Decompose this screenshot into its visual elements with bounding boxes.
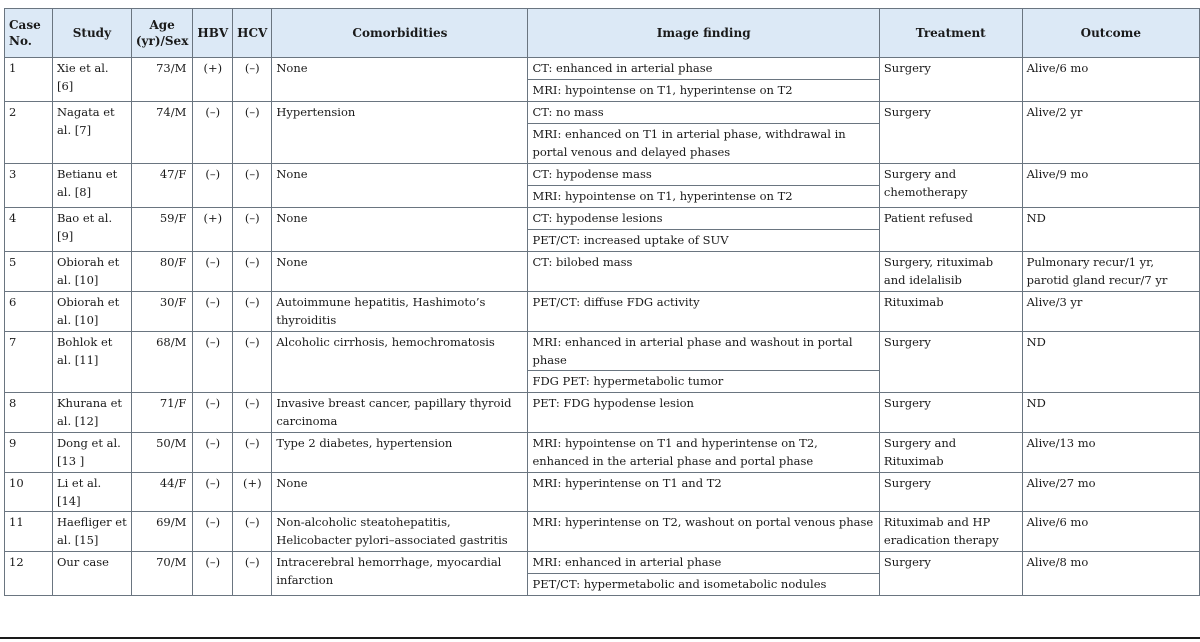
image-finding-cell: MRI: hypointense on T1, hyperintense on T2 [528, 80, 879, 102]
image-finding-cell: CT: no mass [528, 102, 879, 124]
table-row [5, 58, 1200, 80]
hcv-cell: (–) [233, 58, 272, 102]
treatment-cell: Surgery [879, 552, 1022, 596]
age-sex-cell: 80/F [131, 252, 193, 292]
age-sex-cell: 59/F [131, 208, 193, 252]
comorbidities-cell: Invasive breast cancer, papillary thyroid carcinoma [272, 393, 528, 433]
image-finding-cell: CT: hypodense lesions [528, 208, 879, 230]
image-finding-cell: MRI: hyperintense on T1 and T2 [528, 473, 879, 512]
case-number-cell: 5 [5, 252, 53, 292]
case-number-cell: 10 [5, 473, 53, 512]
treatment-cell: Surgery [879, 393, 1022, 433]
image-finding-cell: FDG PET: hypermetabolic tumor [528, 371, 879, 393]
table-row [5, 433, 1200, 473]
outcome-cell: Alive/3 yr [1022, 292, 1199, 332]
image-finding-cell: MRI: hypointense on T1 and hyperintense on T2, enhanced in the arterial phase and portal phase [528, 433, 879, 473]
comorbidities-cell: Non-alcoholic steatohepatitis, Helicobacter pylori–associated gastritis [272, 512, 528, 552]
table-row [5, 252, 1200, 292]
case-table [4, 8, 1200, 596]
table-row [5, 332, 1200, 371]
comorbidities-cell: Type 2 diabetes, hypertension [272, 433, 528, 473]
outcome-cell: Alive/2 yr [1022, 102, 1199, 164]
hcv-cell: (–) [233, 552, 272, 596]
study-cell: Obiorah et al. [10] [52, 292, 131, 332]
comorbidities-cell: None [272, 58, 528, 102]
outcome-cell: Alive/13 mo [1022, 433, 1199, 473]
header-case: Case No. [5, 9, 53, 58]
age-sex-cell: 74/M [131, 102, 193, 164]
hcv-cell: (–) [233, 292, 272, 332]
treatment-cell: Surgery [879, 332, 1022, 393]
image-finding-cell: MRI: enhanced in arterial phase [528, 552, 879, 574]
hbv-cell: (–) [193, 512, 233, 552]
study-cell: Haefliger et al. [15] [52, 512, 131, 552]
study-cell: Bao et al. [9] [52, 208, 131, 252]
image-finding-cell: MRI: enhanced on T1 in arterial phase, withdrawal in portal venous and delayed phases [528, 124, 879, 164]
study-cell: Betianu et al. [8] [52, 164, 131, 208]
table-row [5, 552, 1200, 574]
age-sex-cell: 68/M [131, 332, 193, 393]
age-sex-cell: 70/M [131, 552, 193, 596]
study-cell: Nagata et al. [7] [52, 102, 131, 164]
table-body [5, 58, 1200, 596]
outcome-cell: Alive/8 mo [1022, 552, 1199, 596]
header-hbv: HBV [193, 9, 233, 58]
comorbidities-cell: None [272, 252, 528, 292]
case-number-cell: 3 [5, 164, 53, 208]
hbv-cell: (–) [193, 433, 233, 473]
treatment-cell: Surgery and Rituximab [879, 433, 1022, 473]
comorbidities-cell: None [272, 473, 528, 512]
table-container [4, 8, 1200, 596]
treatment-cell: Rituximab [879, 292, 1022, 332]
hcv-cell: (–) [233, 332, 272, 393]
study-cell: Li et al. [14] [52, 473, 131, 512]
outcome-cell: ND [1022, 393, 1199, 433]
table-row [5, 102, 1200, 124]
table-row [5, 164, 1200, 186]
case-number-cell: 6 [5, 292, 53, 332]
study-cell: Bohlok et al. [11] [52, 332, 131, 393]
hcv-cell: (–) [233, 102, 272, 164]
comorbidities-cell: Hypertension [272, 102, 528, 164]
image-finding-cell: CT: hypodense mass [528, 164, 879, 186]
case-number-cell: 8 [5, 393, 53, 433]
case-number-cell: 2 [5, 102, 53, 164]
hbv-cell: (–) [193, 292, 233, 332]
header-image-finding: Image finding [528, 9, 879, 58]
outcome-cell: ND [1022, 332, 1199, 393]
header-comorbidities: Comorbidities [272, 9, 528, 58]
case-number-cell: 11 [5, 512, 53, 552]
age-sex-cell: 73/M [131, 58, 193, 102]
image-finding-cell: MRI: hypointense on T1, hyperintense on T2 [528, 186, 879, 208]
header-study: Study [52, 9, 131, 58]
treatment-cell: Surgery [879, 58, 1022, 102]
case-number-cell: 4 [5, 208, 53, 252]
outcome-cell: Pulmonary recur/1 yr, parotid gland recur/7 yr [1022, 252, 1199, 292]
case-number-cell: 7 [5, 332, 53, 393]
header-outcome: Outcome [1022, 9, 1199, 58]
comorbidities-cell: Alcoholic cirrhosis, hemochromatosis [272, 332, 528, 393]
hbv-cell: (+) [193, 208, 233, 252]
image-finding-cell: MRI: hyperintense on T2, washout on portal venous phase [528, 512, 879, 552]
hbv-cell: (–) [193, 252, 233, 292]
age-sex-cell: 44/F [131, 473, 193, 512]
hbv-cell: (–) [193, 332, 233, 393]
treatment-cell: Surgery and chemotherapy [879, 164, 1022, 208]
treatment-cell: Surgery, rituximab and idelalisib [879, 252, 1022, 292]
treatment-cell: Rituximab and HP eradication therapy [879, 512, 1022, 552]
table-row [5, 473, 1200, 512]
hcv-cell: (–) [233, 164, 272, 208]
bottom-rule [0, 637, 1200, 639]
age-sex-cell: 30/F [131, 292, 193, 332]
study-cell: Obiorah et al. [10] [52, 252, 131, 292]
study-cell: Our case [52, 552, 131, 596]
case-number-cell: 1 [5, 58, 53, 102]
table-row [5, 512, 1200, 552]
outcome-cell: ND [1022, 208, 1199, 252]
outcome-cell: Alive/9 mo [1022, 164, 1199, 208]
study-cell: Xie et al. [6] [52, 58, 131, 102]
treatment-cell: Surgery [879, 473, 1022, 512]
age-sex-cell: 69/M [131, 512, 193, 552]
comorbidities-cell: Autoimmune hepatitis, Hashimoto’s thyroiditis [272, 292, 528, 332]
hcv-cell: (–) [233, 512, 272, 552]
hcv-cell: (+) [233, 473, 272, 512]
image-finding-cell: PET: FDG hypodense lesion [528, 393, 879, 433]
case-number-cell: 9 [5, 433, 53, 473]
hbv-cell: (–) [193, 473, 233, 512]
study-cell: Dong et al. [13 ] [52, 433, 131, 473]
case-number-cell: 12 [5, 552, 53, 596]
header-age: Age (yr)/Sex [131, 9, 193, 58]
age-sex-cell: 71/F [131, 393, 193, 433]
treatment-cell: Surgery [879, 102, 1022, 164]
image-finding-cell: PET/CT: increased uptake of SUV [528, 230, 879, 252]
treatment-cell: Patient refused [879, 208, 1022, 252]
comorbidities-cell: None [272, 208, 528, 252]
hcv-cell: (–) [233, 393, 272, 433]
header-hcv: HCV [233, 9, 272, 58]
image-finding-cell: MRI: enhanced in arterial phase and washout in portal phase [528, 332, 879, 371]
hbv-cell: (–) [193, 552, 233, 596]
hbv-cell: (–) [193, 102, 233, 164]
comorbidities-cell: Intracerebral hemorrhage, myocardial infarction [272, 552, 528, 596]
header-row [5, 9, 1200, 58]
outcome-cell: Alive/6 mo [1022, 512, 1199, 552]
age-sex-cell: 50/M [131, 433, 193, 473]
hbv-cell: (+) [193, 58, 233, 102]
image-finding-cell: CT: bilobed mass [528, 252, 879, 292]
age-sex-cell: 47/F [131, 164, 193, 208]
comorbidities-cell: None [272, 164, 528, 208]
hcv-cell: (–) [233, 208, 272, 252]
header-treatment: Treatment [879, 9, 1022, 58]
study-cell: Khurana et al. [12] [52, 393, 131, 433]
outcome-cell: Alive/6 mo [1022, 58, 1199, 102]
hcv-cell: (–) [233, 433, 272, 473]
hbv-cell: (–) [193, 393, 233, 433]
table-row [5, 208, 1200, 230]
table-row [5, 292, 1200, 332]
image-finding-cell: PET/CT: diffuse FDG activity [528, 292, 879, 332]
hcv-cell: (–) [233, 252, 272, 292]
outcome-cell: Alive/27 mo [1022, 473, 1199, 512]
table-row [5, 393, 1200, 433]
image-finding-cell: CT: enhanced in arterial phase [528, 58, 879, 80]
hbv-cell: (–) [193, 164, 233, 208]
image-finding-cell: PET/CT: hypermetabolic and isometabolic nodules [528, 574, 879, 596]
